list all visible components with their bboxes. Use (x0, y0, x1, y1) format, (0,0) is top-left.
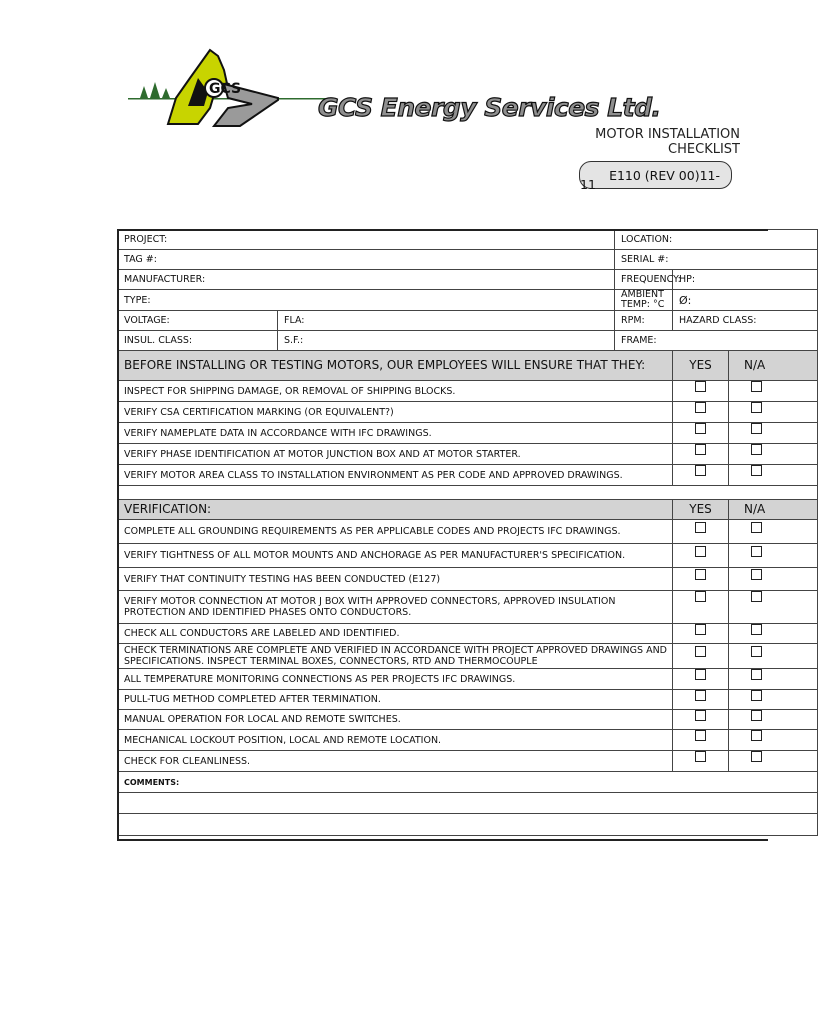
title-line-1: MOTOR INSTALLATION (595, 127, 740, 142)
na-checkbox[interactable] (751, 730, 762, 741)
insul-class-field[interactable]: INSUL. CLASS: (118, 331, 278, 351)
voltage-field[interactable]: VOLTAGE: (118, 311, 278, 331)
checklist-item: VERIFY MOTOR AREA CLASS TO INSTALLATION ENVIRONMENT AS PER CODE AND APPROVED DRAWINGS. (118, 465, 673, 486)
na-checkbox[interactable] (751, 423, 762, 434)
checklist-item: VERIFY NAMEPLATE DATA IN ACCORDANCE WITH IFC DRAWINGS. (118, 423, 673, 444)
checklist-item: INSPECT FOR SHIPPING DAMAGE, OR REMOVAL OF SHIPPING BLOCKS. (118, 381, 673, 402)
comments-line (118, 793, 818, 814)
section1-heading: BEFORE INSTALLING OR TESTING MOTORS, OUR EMPLOYEES WILL ENSURE THAT THEY: (118, 351, 673, 381)
document-title (560, 127, 740, 157)
section-header (118, 351, 818, 381)
checklist-row (118, 402, 818, 423)
form-code-line-2: 11 (580, 177, 596, 192)
na-checkbox[interactable] (751, 465, 762, 476)
checklist-row (118, 690, 818, 710)
checklist-item: MANUAL OPERATION FOR LOCAL AND REMOTE SWITCHES. (118, 710, 673, 730)
na-checkbox[interactable] (751, 624, 762, 635)
checklist-item: CHECK TERMINATIONS ARE COMPLETE AND VERIFIED IN ACCORDANCE WITH PROJECT APPROVED DRAWINGS AND SPECIFICATIONS. INSPECT TERMINAL BOXES, CONNECTORS, RTD AND THERMOCOUPLE (118, 644, 673, 669)
checklist-row (118, 568, 818, 591)
hazard-class-field[interactable]: HAZARD CLASS: (673, 311, 818, 331)
section2-heading: VERIFICATION: (118, 500, 673, 520)
na-checkbox[interactable] (751, 591, 762, 602)
checklist-row (118, 751, 818, 772)
comments-input-line[interactable] (118, 793, 818, 814)
checklist-table (117, 229, 818, 836)
checklist-item: VERIFY TIGHTNESS OF ALL MOTOR MOUNTS AND ANCHORAGE AS PER MANUFACTURER'S SPECIFICATION. (118, 544, 673, 568)
yes-checkbox[interactable] (695, 546, 706, 557)
checklist-row (118, 423, 818, 444)
checklist-item: CHECK FOR CLEANLINESS. (118, 751, 673, 772)
fla-field[interactable]: FLA: (278, 311, 615, 331)
frequency-field[interactable]: FREQUENCY: (615, 270, 673, 290)
project-field[interactable]: PROJECT: (118, 230, 615, 250)
yes-checkbox[interactable] (695, 710, 706, 721)
yes-checkbox[interactable] (695, 669, 706, 680)
location-field[interactable]: LOCATION: (615, 230, 818, 250)
serial-field[interactable]: SERIAL #: (615, 250, 818, 270)
checklist-row (118, 624, 818, 644)
checklist-item: ALL TEMPERATURE MONITORING CONNECTIONS AS PER PROJECTS IFC DRAWINGS. (118, 669, 673, 690)
frame-field[interactable]: FRAME: (615, 331, 818, 351)
checklist-item: MECHANICAL LOCKOUT POSITION, LOCAL AND REMOTE LOCATION. (118, 730, 673, 751)
checklist-item: VERIFY PHASE IDENTIFICATION AT MOTOR JUNCTION BOX AND AT MOTOR STARTER. (118, 444, 673, 465)
checklist-item: VERIFY CSA CERTIFICATION MARKING (OR EQUIVALENT?) (118, 402, 673, 423)
phase-field[interactable]: Ø: (673, 290, 818, 311)
na-checkbox[interactable] (751, 669, 762, 680)
na-column-header: N/A (729, 351, 818, 381)
na-checkbox[interactable] (751, 569, 762, 580)
checklist-row (118, 591, 818, 624)
info-row (118, 331, 818, 351)
yes-column-header: YES (673, 351, 729, 381)
yes-checkbox[interactable] (695, 465, 706, 476)
checklist-row (118, 381, 818, 402)
tag-field[interactable]: TAG #: (118, 250, 615, 270)
yes-checkbox[interactable] (695, 444, 706, 455)
checklist-item: VERIFY MOTOR CONNECTION AT MOTOR J BOX WITH APPROVED CONNECTORS, APPROVED INSULATION PROTECTION AND IDENTIFIED PHASES ONTO CONDUCTORS. (118, 591, 673, 624)
checklist-item: VERIFY THAT CONTINUITY TESTING HAS BEEN CONDUCTED (E127) (118, 568, 673, 591)
table-border-left (117, 229, 119, 841)
na-checkbox[interactable] (751, 381, 762, 392)
info-row (118, 290, 818, 311)
na-checkbox[interactable] (751, 402, 762, 413)
yes-checkbox[interactable] (695, 402, 706, 413)
comments-input-line[interactable] (118, 814, 818, 836)
checklist-row (118, 730, 818, 751)
checklist-row (118, 520, 818, 544)
checklist-row (118, 644, 818, 669)
yes-column-header: YES (673, 500, 729, 520)
info-row (118, 250, 818, 270)
spacer-row (118, 486, 818, 500)
checklist-row (118, 465, 818, 486)
yes-checkbox[interactable] (695, 730, 706, 741)
comments-label: COMMENTS: (118, 772, 818, 793)
checklist-item: PULL-TUG METHOD COMPLETED AFTER TERMINATION. (118, 690, 673, 710)
type-field[interactable]: TYPE: (118, 290, 615, 311)
na-checkbox[interactable] (751, 710, 762, 721)
yes-checkbox[interactable] (695, 624, 706, 635)
title-line-2: CHECKLIST (668, 142, 740, 157)
yes-checkbox[interactable] (695, 381, 706, 392)
yes-checkbox[interactable] (695, 690, 706, 701)
yes-checkbox[interactable] (695, 423, 706, 434)
na-checkbox[interactable] (751, 690, 762, 701)
info-row (118, 311, 818, 331)
yes-checkbox[interactable] (695, 591, 706, 602)
na-checkbox[interactable] (751, 444, 762, 455)
yes-checkbox[interactable] (695, 751, 706, 762)
info-row (118, 270, 818, 290)
comments-line (118, 814, 818, 836)
company-logo (128, 48, 328, 128)
na-checkbox[interactable] (751, 751, 762, 762)
table-border-bottom (117, 839, 768, 841)
table-border-top (117, 229, 768, 231)
manufacturer-field[interactable]: MANUFACTURER: (118, 270, 615, 290)
na-column-header: N/A (729, 500, 818, 520)
form-code-line-1: E110 (REV 00)11- (609, 168, 720, 183)
logo-letter: GCS (209, 81, 242, 97)
checklist-row (118, 710, 818, 730)
na-checkbox[interactable] (751, 646, 762, 657)
checklist-item: COMPLETE ALL GROUNDING REQUIREMENTS AS PER APPLICABLE CODES AND PROJECTS IFC DRAWINGS. (118, 520, 673, 544)
checklist-item: CHECK ALL CONDUCTORS ARE LABELED AND IDENTIFIED. (118, 624, 673, 644)
sf-field[interactable]: S.F.: (278, 331, 615, 351)
section-header (118, 500, 818, 520)
checklist-row (118, 444, 818, 465)
yes-checkbox[interactable] (695, 522, 706, 533)
company-name: GCS Energy Services Ltd. (318, 93, 661, 122)
hp-field[interactable]: HP: (673, 270, 818, 290)
form-code (580, 168, 720, 192)
na-checkbox[interactable] (751, 546, 762, 557)
comments-row (118, 772, 818, 793)
rpm-field[interactable]: RPM: (615, 311, 673, 331)
checklist-row (118, 544, 818, 568)
yes-checkbox[interactable] (695, 569, 706, 580)
ambient-temp-field[interactable]: AMBIENT TEMP: °C (615, 290, 673, 311)
info-row (118, 230, 818, 250)
checklist-row (118, 669, 818, 690)
yes-checkbox[interactable] (695, 646, 706, 657)
na-checkbox[interactable] (751, 522, 762, 533)
